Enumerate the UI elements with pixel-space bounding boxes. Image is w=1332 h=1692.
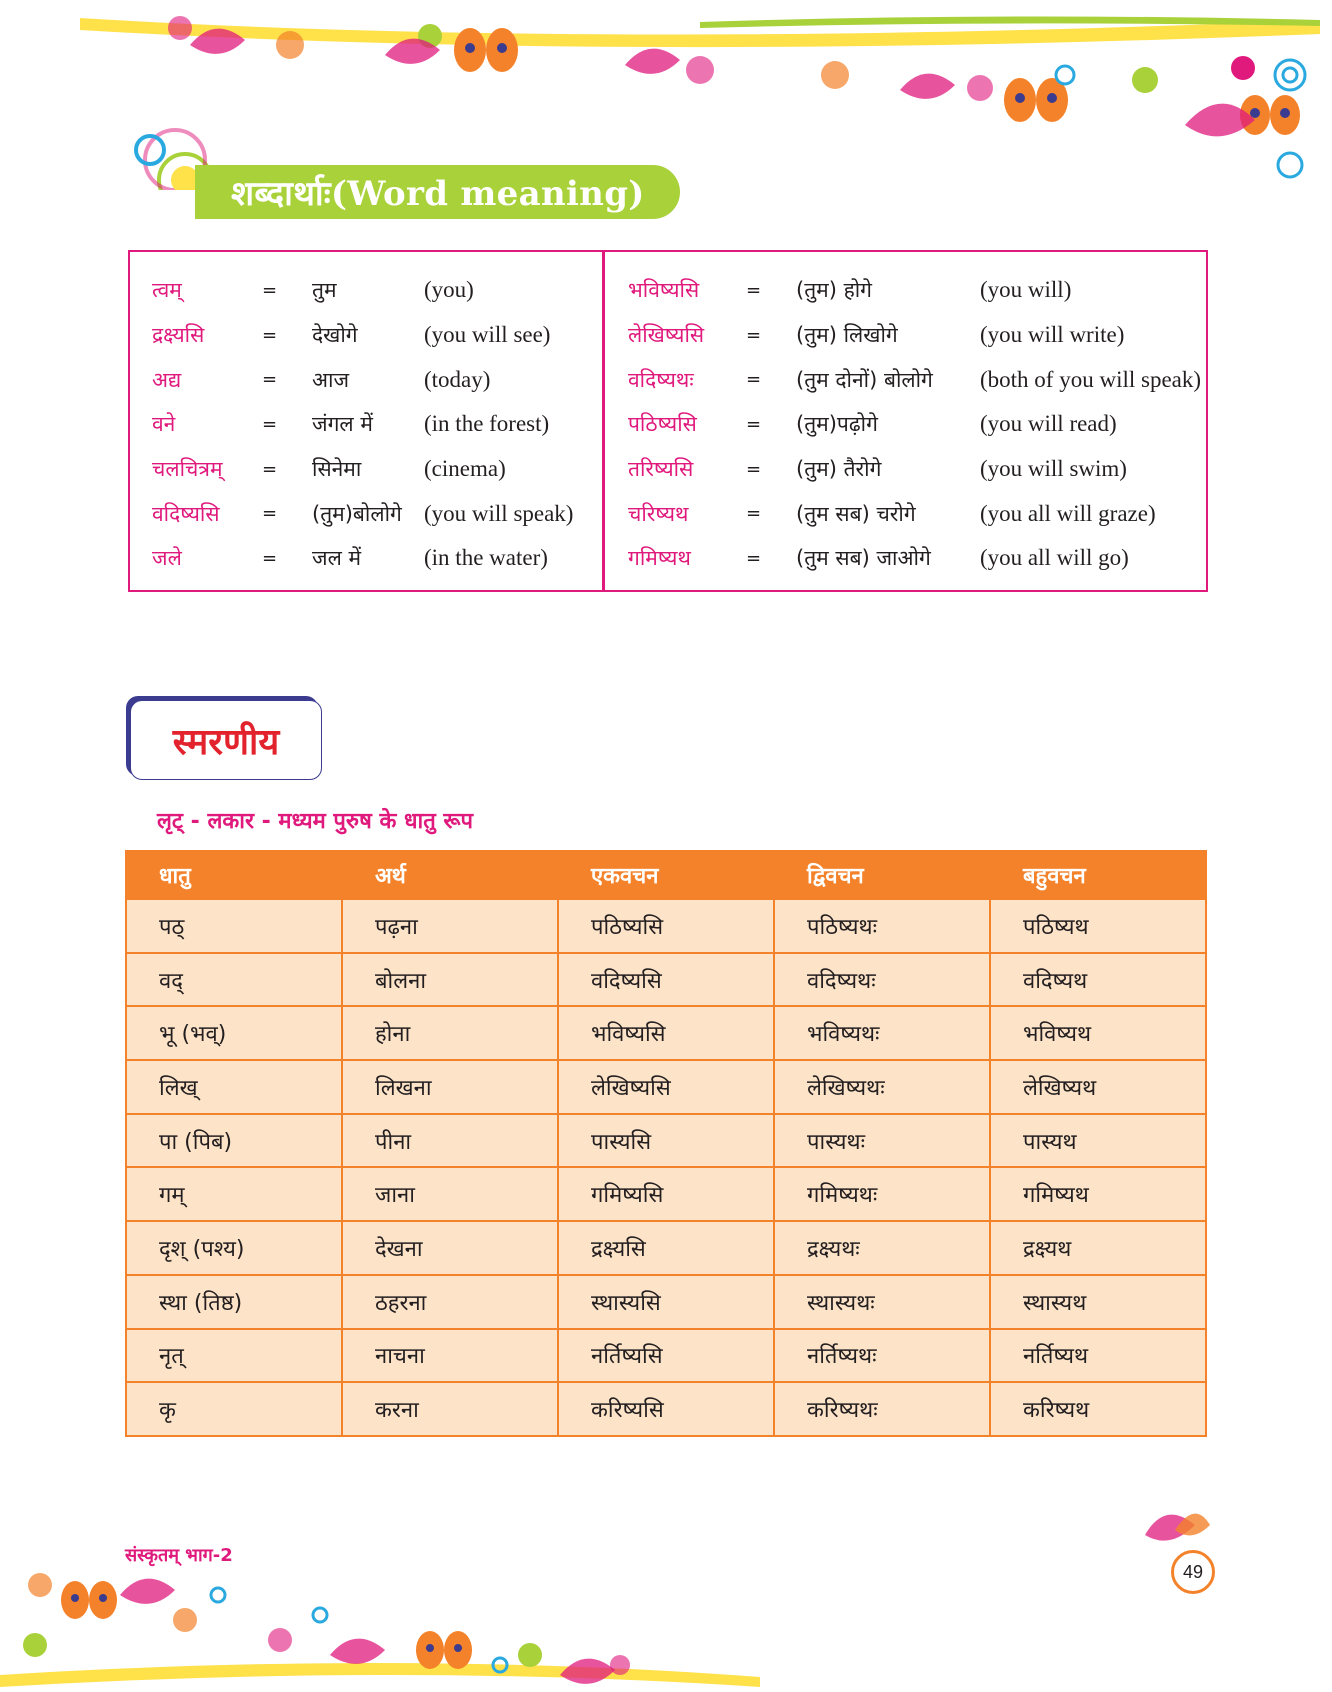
english-meaning: (you) [424, 277, 474, 303]
hindi-meaning: (तुम) तैरोगे [796, 457, 882, 482]
dhatu-cell: दृश् (पश्य) [126, 1221, 342, 1275]
sanskrit-word: वदिष्यथः [628, 367, 694, 392]
badge-label: स्मरणीय [172, 721, 280, 763]
dhatu-cell: भू (भव्) [126, 1006, 342, 1060]
table-row [126, 1167, 1206, 1221]
english-meaning: (you will speak) [424, 500, 574, 526]
word-meaning-row [152, 536, 573, 581]
sanskrit-word: गमिष्यथ [628, 546, 691, 571]
dvivachan-cell: वदिष्यथः [774, 953, 990, 1007]
word-meaning-left-column [152, 268, 573, 581]
word-meaning-row [152, 268, 573, 313]
table-row [126, 1329, 1206, 1383]
hindi-meaning: (तुम)बोलोगे [312, 501, 402, 526]
english-meaning: (you will write) [980, 322, 1125, 348]
header-bahuvachan: बहुवचन [990, 851, 1206, 899]
bahuvachan-cell: लेखिष्यथ [990, 1060, 1206, 1114]
ekavachan-cell: नर्तिष्यसि [558, 1329, 774, 1383]
hindi-meaning: (तुम सब) चरोगे [796, 501, 916, 526]
artha-cell: देखना [342, 1221, 558, 1275]
english-meaning: (you will swim) [980, 456, 1127, 482]
artha-cell: पीना [342, 1114, 558, 1168]
dvivachan-cell: करिष्यथः [774, 1382, 990, 1436]
hindi-meaning: (तुम) होगे [796, 278, 873, 303]
word-meaning-row [152, 447, 573, 492]
english-meaning: (cinema) [424, 456, 506, 482]
word-meaning-row [628, 536, 1201, 581]
dvivachan-cell: लेखिष्यथः [774, 1060, 990, 1114]
dhatu-cell: स्था (तिष्ठ) [126, 1275, 342, 1329]
word-meaning-row [152, 357, 573, 402]
english-meaning: (both of you will speak) [980, 366, 1202, 392]
sanskrit-word: जले [152, 546, 182, 571]
section-title-bar [195, 165, 680, 219]
word-meaning-row [152, 402, 573, 447]
column-divider [602, 252, 605, 590]
word-meaning-right-column [628, 268, 1201, 581]
bahuvachan-cell: पास्यथ [990, 1114, 1206, 1168]
word-meaning-row [628, 491, 1201, 536]
dvivachan-cell: गमिष्यथः [774, 1167, 990, 1221]
artha-cell: बोलना [342, 953, 558, 1007]
sanskrit-word: भविष्यसि [628, 278, 700, 303]
dvivachan-cell: भविष्यथः [774, 1006, 990, 1060]
artha-cell: नाचना [342, 1329, 558, 1383]
artha-cell: ठहरना [342, 1275, 558, 1329]
section-title: शब्दार्थाः(Word meaning) [231, 174, 645, 214]
sanskrit-word: चरिष्यथ [628, 501, 689, 526]
header-artha: अर्थ [342, 851, 558, 899]
equals-sign: = [262, 324, 278, 346]
smaraniya-badge [130, 700, 322, 780]
table-row [126, 953, 1206, 1007]
equals-sign: = [746, 503, 762, 525]
dhatu-roop-table [125, 850, 1207, 1437]
table-row [126, 1114, 1206, 1168]
butterfly-icon [61, 1581, 117, 1619]
hindi-meaning: (तुम दोनों) बोलोगे [796, 367, 933, 392]
english-meaning: (you all will go) [980, 545, 1129, 571]
table-row [126, 1382, 1206, 1436]
dvivachan-cell: नर्तिष्यथः [774, 1329, 990, 1383]
bahuvachan-cell: गमिष्यथ [990, 1167, 1206, 1221]
hindi-meaning: आज [312, 367, 350, 392]
flower-icon [23, 1573, 630, 1675]
ekavachan-cell: भविष्यसि [558, 1006, 774, 1060]
english-meaning: (you will see) [424, 322, 551, 348]
english-meaning: (you will read) [980, 411, 1117, 437]
english-meaning: (in the water) [424, 545, 548, 571]
dhatu-cell: कृ [126, 1382, 342, 1436]
bahuvachan-cell: द्रक्ष्यथ [990, 1221, 1206, 1275]
english-meaning: (you will) [980, 277, 1072, 303]
sanskrit-word: पठिष्यसि [628, 412, 697, 437]
word-meaning-box [128, 250, 1208, 592]
dhatu-cell: नृत् [126, 1329, 342, 1383]
table-row [126, 899, 1206, 953]
equals-sign: = [262, 547, 278, 569]
artha-cell: करना [342, 1382, 558, 1436]
equals-sign: = [262, 369, 278, 391]
equals-sign: = [262, 458, 278, 480]
butterfly-icon [416, 1631, 472, 1669]
sanskrit-word: त्वम् [152, 278, 182, 303]
top-decorative-border [0, 0, 1332, 190]
sanskrit-word: लेखिष्यसि [628, 323, 705, 348]
sanskrit-word: चलचित्रम् [152, 457, 223, 482]
sanskrit-word: द्रक्ष्यसि [152, 323, 205, 348]
dhatu-cell: पठ् [126, 899, 342, 953]
equals-sign: = [746, 547, 762, 569]
bahuvachan-cell: करिष्यथ [990, 1382, 1206, 1436]
heart-leaf-icon [1135, 1500, 1215, 1560]
book-name: संस्कृतम् भाग-2 [125, 1545, 233, 1566]
ekavachan-cell: पास्यसि [558, 1114, 774, 1168]
header-dhatu: धातु [126, 851, 342, 899]
table-row [126, 1060, 1206, 1114]
table-row [126, 1275, 1206, 1329]
equals-sign: = [262, 413, 278, 435]
ekavachan-cell: गमिष्यसि [558, 1167, 774, 1221]
sanskrit-word: अद्य [152, 367, 182, 392]
artha-cell: जाना [342, 1167, 558, 1221]
artha-cell: पढ़ना [342, 899, 558, 953]
sanskrit-word: तरिष्यसि [628, 457, 694, 482]
table-row [126, 1006, 1206, 1060]
bahuvachan-cell: स्थास्यथ [990, 1275, 1206, 1329]
ekavachan-cell: स्थास्यसि [558, 1275, 774, 1329]
table-header-row [126, 851, 1206, 899]
equals-sign: = [262, 503, 278, 525]
dhatu-cell: पा (पिब) [126, 1114, 342, 1168]
english-meaning: (you all will graze) [980, 500, 1156, 526]
hindi-meaning: जल में [312, 546, 362, 571]
bahuvachan-cell: नर्तिष्यथ [990, 1329, 1206, 1383]
hindi-meaning: देखोगे [312, 323, 358, 348]
equals-sign: = [746, 458, 762, 480]
sanskrit-word: वदिष्यसि [152, 501, 220, 526]
dhatu-cell: गम् [126, 1167, 342, 1221]
table-subheading: लृट् - लकार - मध्यम पुरुष के धातु रूप [157, 809, 474, 834]
word-meaning-row [628, 357, 1201, 402]
dvivachan-cell: पास्यथः [774, 1114, 990, 1168]
sanskrit-word: वने [152, 412, 176, 437]
equals-sign: = [746, 369, 762, 391]
ekavachan-cell: वदिष्यसि [558, 953, 774, 1007]
word-meaning-row [628, 268, 1201, 313]
hindi-meaning: (तुम सब) जाओगे [796, 546, 931, 571]
artha-cell: होना [342, 1006, 558, 1060]
table-row [126, 1221, 1206, 1275]
word-meaning-row [152, 491, 573, 536]
ekavachan-cell: द्रक्ष्यसि [558, 1221, 774, 1275]
header-ekavachan: एकवचन [558, 851, 774, 899]
dvivachan-cell: द्रक्ष्यथः [774, 1221, 990, 1275]
ekavachan-cell: लेखिष्यसि [558, 1060, 774, 1114]
dhatu-cell: लिख् [126, 1060, 342, 1114]
hindi-meaning: (तुम) लिखोगे [796, 323, 898, 348]
artha-cell: लिखना [342, 1060, 558, 1114]
hindi-meaning: जंगल में [312, 412, 373, 437]
bottom-decorative-border [0, 1555, 1332, 1692]
hindi-meaning: सिनेमा [312, 457, 362, 482]
word-meaning-row [628, 313, 1201, 358]
bahuvachan-cell: पठिष्यथ [990, 899, 1206, 953]
word-meaning-row [628, 447, 1201, 492]
header-dvivachan: द्विवचन [774, 851, 990, 899]
ekavachan-cell: पठिष्यसि [558, 899, 774, 953]
dvivachan-cell: स्थास्यथः [774, 1275, 990, 1329]
dvivachan-cell: पठिष्यथः [774, 899, 990, 953]
bahuvachan-cell: वदिष्यथ [990, 953, 1206, 1007]
dhatu-cell: वद् [126, 953, 342, 1007]
equals-sign: = [746, 413, 762, 435]
equals-sign: = [746, 279, 762, 301]
equals-sign: = [746, 324, 762, 346]
word-meaning-row [152, 313, 573, 358]
equals-sign: = [262, 279, 278, 301]
hindi-meaning: तुम [312, 278, 337, 303]
bahuvachan-cell: भविष्यथ [990, 1006, 1206, 1060]
page-number-ornament [1135, 1500, 1215, 1600]
page-number: 49 [1171, 1550, 1215, 1594]
english-meaning: (in the forest) [424, 411, 550, 437]
hindi-meaning: (तुम)पढ़ोगे [796, 412, 878, 437]
word-meaning-row [628, 402, 1201, 447]
ekavachan-cell: करिष्यसि [558, 1382, 774, 1436]
english-meaning: (today) [424, 366, 491, 392]
butterfly-icon [1004, 78, 1068, 122]
